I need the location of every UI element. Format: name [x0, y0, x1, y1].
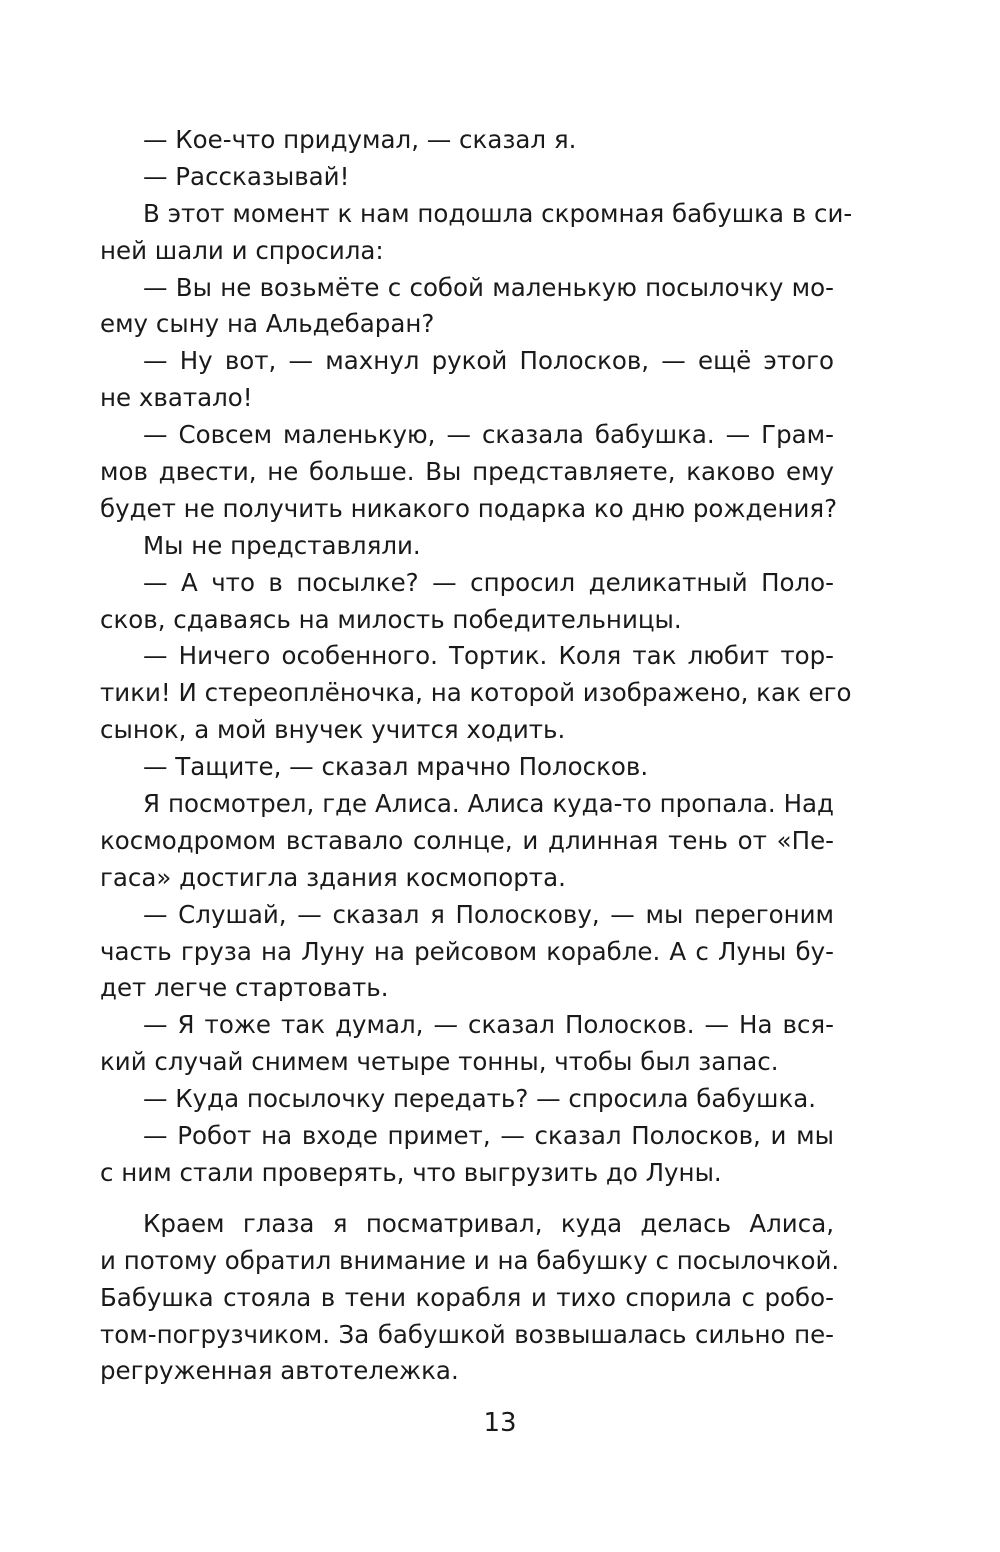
text-line: — Робот на входе примет, — сказал Полосков, и мы: [143, 1121, 834, 1151]
text-line: и потому обратил внимание и на бабушку с посылочкой.: [100, 1245, 840, 1275]
text-line: — Ну вот, — махнул рукой Полосков, — ещё этого: [143, 346, 834, 376]
text-line: регруженная автотележка.: [100, 1356, 459, 1386]
text-line: гаса» достигла здания космопорта.: [100, 862, 566, 892]
text-line: — А что в посылке? — спросил деликатный Поло-: [143, 567, 834, 597]
text-line: Мы не представляли.: [143, 530, 421, 560]
text-line: — Рассказывай!: [143, 161, 350, 191]
text-line: — Я тоже так думал, — сказал Полосков. — На вся-: [143, 1010, 834, 1040]
text-line: не хватало!: [100, 383, 253, 413]
text-line: кий случай снимем четыре тонны, чтобы был запас.: [100, 1047, 779, 1077]
text-line: том-погрузчиком. За бабушкой возвышалась сильно пе-: [100, 1319, 834, 1349]
text-line: — Вы не возьмёте с собой маленькую посылочку мо-: [143, 272, 834, 302]
text-line: сынок, а мой внучек учится ходить.: [100, 715, 566, 745]
text-line: — Куда посылочку передать? — спросила бабушка.: [143, 1084, 817, 1114]
text-line: ему сыну на Альдебаран?: [100, 309, 435, 339]
text-line: Я посмотрел, где Алиса. Алиса куда-то пропала. Над: [143, 789, 834, 819]
text-line: дет легче стартовать.: [100, 973, 389, 1003]
text-line: В этот момент к нам подошла скромная бабушка в си-: [143, 198, 853, 228]
text-line: часть груза на Луну на рейсовом корабле. А с Луны бу-: [100, 936, 834, 966]
text-line: Бабушка стояла в тени корабля и тихо спорила с робо-: [100, 1282, 834, 1312]
text-line: — Ничего особенного. Тортик. Коля так любит тор-: [143, 641, 834, 671]
text-line: — Кое-что придумал, — сказал я.: [143, 125, 577, 154]
text-line: ней шали и спросила:: [100, 235, 384, 265]
page-number: 13: [483, 1408, 517, 1438]
text-line: мов двести, не больше. Вы представляете, каково ему: [100, 457, 834, 487]
body-text: [100, 122, 853, 1390]
text-line: сков, сдаваясь на милость победительницы.: [100, 604, 682, 634]
text-line: — Слушай, — сказал я Полоскову, — мы перегоним: [143, 899, 834, 929]
text-line: — Совсем маленькую, — сказала бабушка. — Грам-: [143, 420, 834, 450]
text-line: космодромом вставало солнце, и длинная тень от «Пе-: [100, 825, 834, 855]
text-line: Краем глаза я посматривал, куда делась Алиса,: [143, 1208, 834, 1238]
text-line: будет не получить никакого подарка ко дню рождения?: [100, 493, 838, 523]
text-line: — Тащите, — сказал мрачно Полосков.: [143, 752, 649, 782]
text-line: тики! И стереоплёночка, на которой изображено, как его: [100, 678, 852, 708]
text-line: с ним стали проверять, что выгрузить до Луны.: [100, 1157, 722, 1187]
